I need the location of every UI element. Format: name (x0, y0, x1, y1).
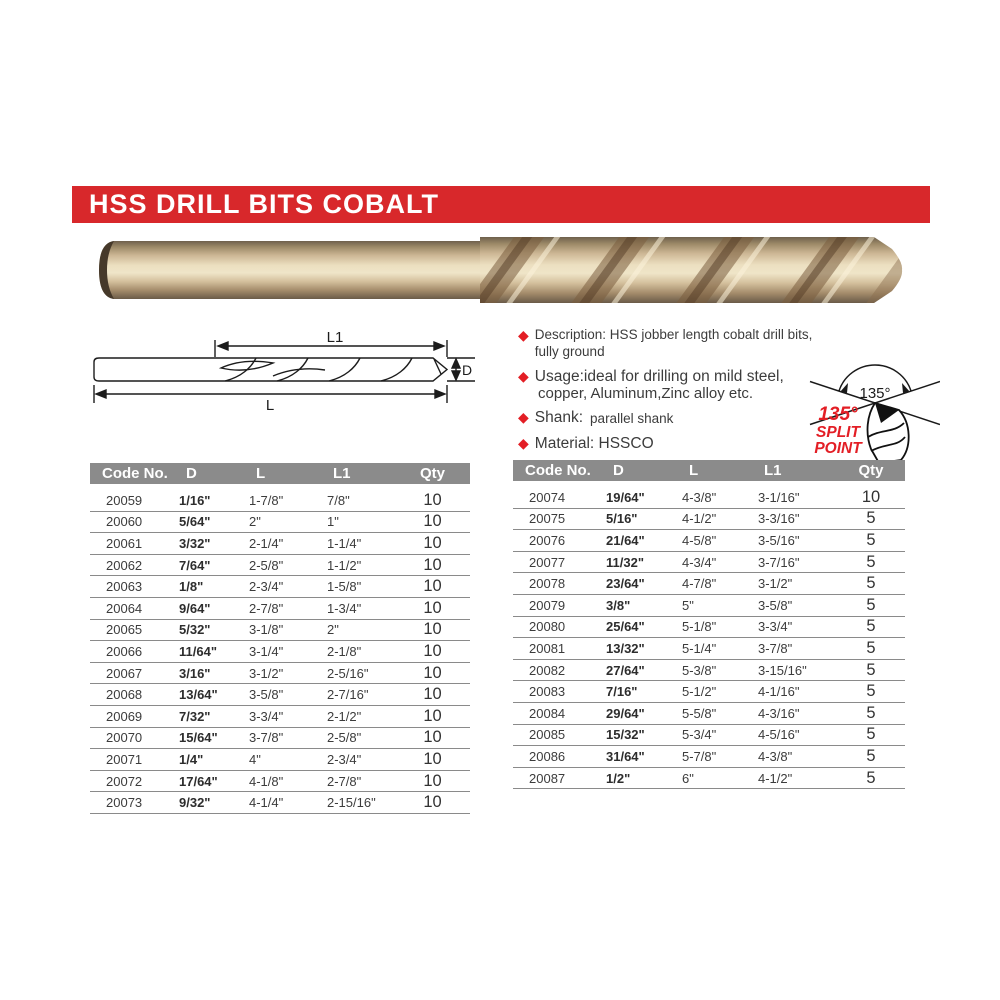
flute-length-cell: 2" (320, 620, 395, 642)
spec-row (513, 681, 905, 703)
spec-row (90, 598, 470, 620)
flute-length-cell: 7/8" (320, 490, 395, 512)
header-code: Code No. (90, 463, 170, 490)
diameter-cell: 25/64" (597, 617, 675, 639)
diameter-cell: 11/32" (597, 552, 675, 574)
flute-length-cell: 3-5/8" (751, 595, 837, 617)
qty-cell: 10 (395, 792, 470, 814)
length-cell: 4-1/8" (242, 771, 320, 793)
qty-cell: 10 (395, 706, 470, 728)
code-cell: 20086 (513, 746, 597, 768)
length-cell: 2-3/4" (242, 576, 320, 598)
diameter-cell: 13/32" (597, 638, 675, 660)
spec-row (90, 792, 470, 814)
length-cell: 5-5/8" (675, 703, 751, 725)
qty-cell: 10 (395, 684, 470, 706)
spec-row (513, 746, 905, 768)
flute-length-cell: 3-1/2" (751, 573, 837, 595)
feature-shank (518, 409, 828, 428)
code-cell: 20083 (513, 681, 597, 703)
diameter-cell: 27/64" (597, 660, 675, 682)
spec-table-left (90, 463, 470, 814)
spec-row (90, 576, 470, 598)
qty-cell: 5 (837, 573, 905, 595)
dimension-diagram (85, 328, 480, 420)
length-cell: 4-5/8" (675, 530, 751, 552)
flute-length-cell: 2-5/16" (320, 663, 395, 685)
spec-row (513, 530, 905, 552)
code-cell: 20084 (513, 703, 597, 725)
split-point-angle: 135° (818, 404, 858, 425)
spec-row (513, 725, 905, 747)
spec-row (90, 684, 470, 706)
diameter-cell: 5/64" (170, 512, 242, 534)
diameter-cell: 3/32" (170, 533, 242, 555)
table-header-row (90, 463, 470, 490)
qty-cell: 10 (395, 728, 470, 750)
feature-material (518, 435, 828, 454)
code-cell: 20059 (90, 490, 170, 512)
code-cell: 20081 (513, 638, 597, 660)
code-cell: 20075 (513, 509, 597, 531)
feature-usage (518, 368, 828, 387)
qty-cell: 5 (837, 746, 905, 768)
feature-text: parallel shank (590, 411, 674, 427)
feature-text: Usage:ideal for drilling on mild steel, (534, 367, 784, 385)
qty-cell: 10 (395, 598, 470, 620)
qty-cell: 5 (837, 530, 905, 552)
length-cell: 4-3/8" (675, 487, 751, 509)
code-cell: 20073 (90, 792, 170, 814)
table-header-row (513, 460, 905, 487)
diameter-cell: 5/32" (170, 620, 242, 642)
flute-length-cell: 2-1/2" (320, 706, 395, 728)
header-l1: L1 (751, 460, 837, 487)
diameter-cell: 1/8" (170, 576, 242, 598)
qty-cell: 10 (395, 620, 470, 642)
length-cell: 4-3/4" (675, 552, 751, 574)
length-cell: 3-5/8" (242, 684, 320, 706)
split-point-word1: SPLIT (816, 423, 860, 441)
qty-cell: 5 (837, 552, 905, 574)
flute-length-cell: 3-7/8" (751, 638, 837, 660)
spec-row (90, 620, 470, 642)
header-l: L (242, 463, 320, 490)
diagram-d-label: D (462, 362, 473, 378)
flute-length-cell: 4-3/16" (751, 703, 837, 725)
length-cell: 4-1/2" (675, 509, 751, 531)
title-banner (72, 186, 930, 223)
length-cell: 3-1/2" (242, 663, 320, 685)
flute-length-cell: 2-15/16" (320, 792, 395, 814)
split-point-word2: POINT (814, 439, 862, 457)
code-cell: 20079 (513, 595, 597, 617)
code-cell: 20072 (90, 771, 170, 793)
spec-row (90, 490, 470, 512)
flute-length-cell: 1-5/8" (320, 576, 395, 598)
code-cell: 20062 (90, 555, 170, 577)
spec-row (90, 555, 470, 577)
qty-cell: 5 (837, 768, 905, 790)
spec-row (513, 487, 905, 509)
length-cell: 1-7/8" (242, 490, 320, 512)
diamond-bullet-icon: ◆ (518, 409, 529, 426)
length-cell: 3-1/4" (242, 641, 320, 663)
qty-cell: 10 (395, 576, 470, 598)
qty-cell: 10 (395, 749, 470, 771)
header-d: D (597, 460, 675, 487)
length-cell: 5" (675, 595, 751, 617)
length-cell: 4-1/4" (242, 792, 320, 814)
flute-length-cell: 1-1/2" (320, 555, 395, 577)
code-cell: 20070 (90, 728, 170, 750)
code-cell: 20082 (513, 660, 597, 682)
diameter-cell: 1/2" (597, 768, 675, 790)
code-cell: 20087 (513, 768, 597, 790)
feature-description (518, 327, 828, 361)
code-cell: 20078 (513, 573, 597, 595)
qty-cell: 5 (837, 595, 905, 617)
length-cell: 5-1/8" (675, 617, 751, 639)
header-l: L (675, 460, 751, 487)
qty-cell: 10 (837, 487, 905, 509)
code-cell: 20077 (513, 552, 597, 574)
qty-cell: 10 (395, 555, 470, 577)
spec-row (90, 728, 470, 750)
split-point-graphic (795, 355, 940, 465)
diameter-cell: 3/16" (170, 663, 242, 685)
length-cell: 4" (242, 749, 320, 771)
qty-cell: 5 (837, 638, 905, 660)
length-cell: 3-1/8" (242, 620, 320, 642)
code-cell: 20074 (513, 487, 597, 509)
flute-length-cell: 1-3/4" (320, 598, 395, 620)
flute-length-cell: 4-5/16" (751, 725, 837, 747)
feature-label: Shank: (534, 409, 584, 427)
qty-cell: 5 (837, 509, 905, 531)
flute-length-cell: 1-1/4" (320, 533, 395, 555)
diamond-bullet-icon: ◆ (518, 327, 529, 343)
diameter-cell: 9/64" (170, 598, 242, 620)
qty-cell: 10 (395, 771, 470, 793)
length-cell: 2-1/4" (242, 533, 320, 555)
flute-length-cell: 3-7/16" (751, 552, 837, 574)
spec-row (90, 641, 470, 663)
flute-length-cell: 3-3/4" (751, 617, 837, 639)
diameter-cell: 7/16" (597, 681, 675, 703)
code-cell: 20076 (513, 530, 597, 552)
length-cell: 3-7/8" (242, 728, 320, 750)
diameter-cell: 3/8" (597, 595, 675, 617)
code-cell: 20066 (90, 641, 170, 663)
header-code: Code No. (513, 460, 597, 487)
code-cell: 20071 (90, 749, 170, 771)
header-qty: Qty (837, 460, 905, 487)
feature-usage-cont: copper, Aluminum,Zinc alloy etc. (538, 385, 754, 403)
spec-row (513, 552, 905, 574)
code-cell: 20085 (513, 725, 597, 747)
length-cell: 5-1/4" (675, 638, 751, 660)
flute-length-cell: 4-3/8" (751, 746, 837, 768)
spec-row (90, 749, 470, 771)
spec-row (513, 768, 905, 790)
spec-row (513, 595, 905, 617)
flute-length-cell: 4-1/16" (751, 681, 837, 703)
diameter-cell: 13/64" (170, 684, 242, 706)
spec-row (90, 533, 470, 555)
qty-cell: 5 (837, 660, 905, 682)
qty-cell: 10 (395, 663, 470, 685)
diameter-cell: 15/64" (170, 728, 242, 750)
feature-text: Description: HSS jobber length cobalt drill bits, fully ground (534, 327, 813, 359)
angle-label: 135° (859, 385, 891, 402)
qty-cell: 5 (837, 681, 905, 703)
diameter-cell: 1/4" (170, 749, 242, 771)
diagram-l-label: L (265, 397, 275, 414)
diameter-cell: 29/64" (597, 703, 675, 725)
length-cell: 2-7/8" (242, 598, 320, 620)
diameter-cell: 21/64" (597, 530, 675, 552)
flute-length-cell: 3-5/16" (751, 530, 837, 552)
spec-table-right (513, 460, 905, 789)
spec-row (513, 509, 905, 531)
diameter-cell: 1/16" (170, 490, 242, 512)
qty-cell: 10 (395, 490, 470, 512)
qty-cell: 10 (395, 512, 470, 534)
flute-length-cell: 2-3/4" (320, 749, 395, 771)
spec-row (90, 663, 470, 685)
diameter-cell: 7/64" (170, 555, 242, 577)
diagram-l1-label: L1 (326, 329, 344, 346)
header-d: D (170, 463, 242, 490)
spec-row (90, 706, 470, 728)
flute-length-cell: 2-5/8" (320, 728, 395, 750)
split-point-caption (807, 405, 869, 457)
code-cell: 20068 (90, 684, 170, 706)
diameter-cell: 11/64" (170, 641, 242, 663)
qty-cell: 10 (395, 533, 470, 555)
length-cell: 5-1/2" (675, 681, 751, 703)
length-cell: 2" (242, 512, 320, 534)
flute-length-cell: 3-1/16" (751, 487, 837, 509)
qty-cell: 5 (837, 617, 905, 639)
code-cell: 20067 (90, 663, 170, 685)
feature-text: Material: HSSCO (534, 435, 654, 453)
length-cell: 3-3/4" (242, 706, 320, 728)
spec-row (90, 512, 470, 534)
code-cell: 20065 (90, 620, 170, 642)
qty-cell: 10 (395, 641, 470, 663)
diamond-bullet-icon: ◆ (518, 367, 529, 384)
spec-row (513, 573, 905, 595)
flute-length-cell: 3-3/16" (751, 509, 837, 531)
length-cell: 5-3/8" (675, 660, 751, 682)
length-cell: 5-7/8" (675, 746, 751, 768)
spec-row (513, 617, 905, 639)
diameter-cell: 31/64" (597, 746, 675, 768)
qty-cell: 5 (837, 703, 905, 725)
spec-row (513, 703, 905, 725)
length-cell: 5-3/4" (675, 725, 751, 747)
length-cell: 6" (675, 768, 751, 790)
flute-length-cell: 4-1/2" (751, 768, 837, 790)
qty-cell: 5 (837, 725, 905, 747)
code-cell: 20069 (90, 706, 170, 728)
diameter-cell: 17/64" (170, 771, 242, 793)
code-cell: 20063 (90, 576, 170, 598)
flute-length-cell: 1" (320, 512, 395, 534)
feature-list (518, 327, 828, 461)
diameter-cell: 23/64" (597, 573, 675, 595)
drill-bit-photo (92, 227, 904, 313)
code-cell: 20064 (90, 598, 170, 620)
length-cell: 2-5/8" (242, 555, 320, 577)
length-cell: 4-7/8" (675, 573, 751, 595)
flute-length-cell: 3-15/16" (751, 660, 837, 682)
diameter-cell: 9/32" (170, 792, 242, 814)
page-title: HSS DRILL BITS COBALT (89, 189, 439, 219)
diamond-bullet-icon: ◆ (518, 435, 529, 452)
flute-length-cell: 2-7/8" (320, 771, 395, 793)
diameter-cell: 7/32" (170, 706, 242, 728)
code-cell: 20080 (513, 617, 597, 639)
diameter-cell: 5/16" (597, 509, 675, 531)
code-cell: 20060 (90, 512, 170, 534)
diameter-cell: 15/32" (597, 725, 675, 747)
header-qty: Qty (395, 463, 470, 490)
flute-length-cell: 2-7/16" (320, 684, 395, 706)
spec-row (513, 638, 905, 660)
spec-row (513, 660, 905, 682)
diameter-cell: 19/64" (597, 487, 675, 509)
flute-length-cell: 2-1/8" (320, 641, 395, 663)
code-cell: 20061 (90, 533, 170, 555)
header-l1: L1 (320, 463, 395, 490)
spec-row (90, 771, 470, 793)
